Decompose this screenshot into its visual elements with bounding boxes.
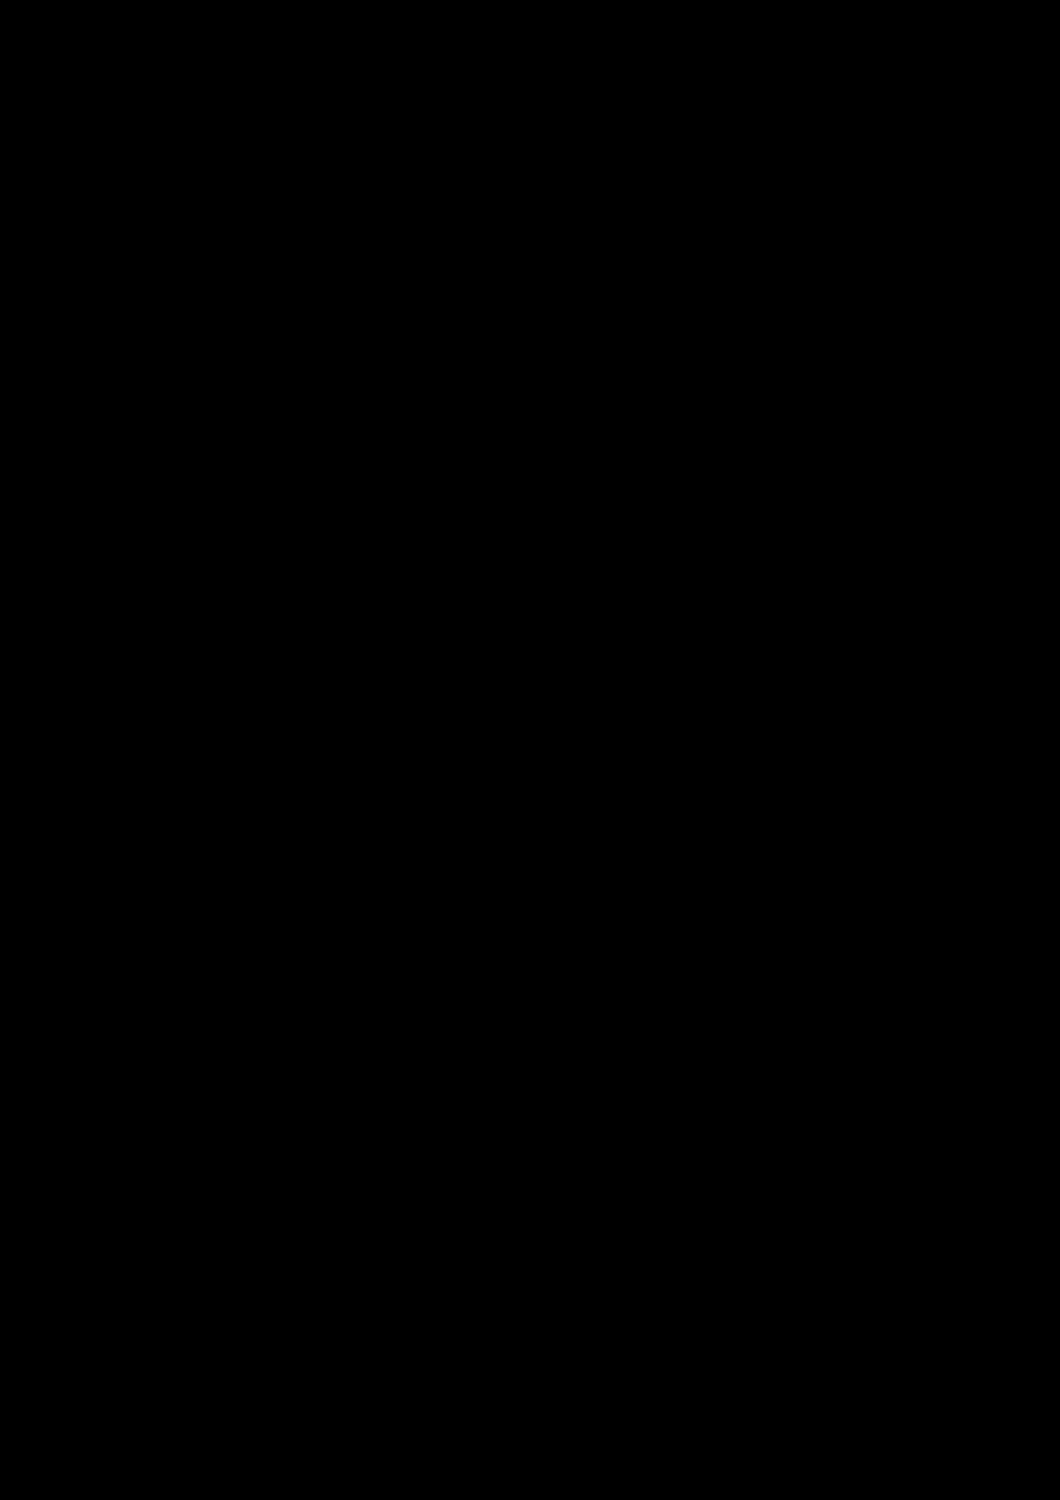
document-content (61, 52, 1001, 78)
